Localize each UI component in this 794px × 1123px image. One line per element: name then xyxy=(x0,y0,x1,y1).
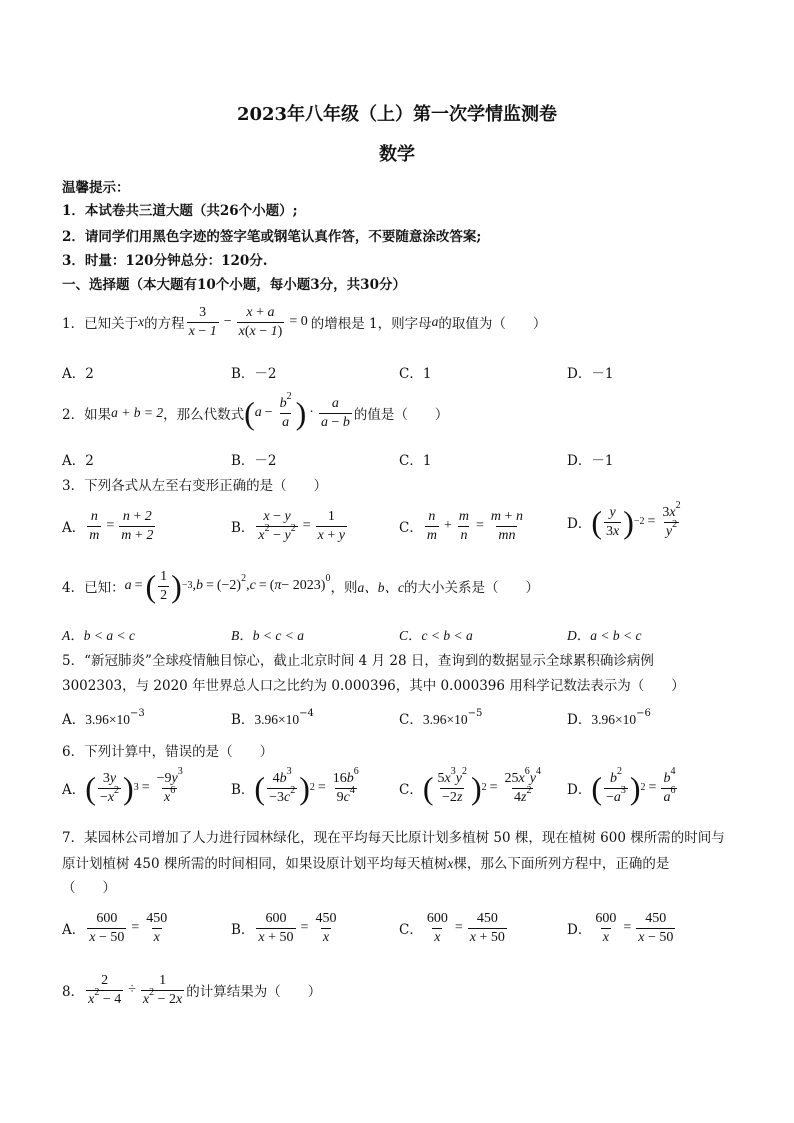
q1-option-c[interactable]: C．1 xyxy=(399,366,432,382)
tip-item: 2．请同学们用黑色字迹的签字笔或钢笔认真作答，不要随意涂改答案; xyxy=(62,229,482,245)
q4-end: 的大小关系是（ ） xyxy=(403,580,539,596)
q2-prefix: 2．如果 xyxy=(62,407,112,423)
q1-end: 的取值为（ ） xyxy=(438,316,547,332)
question-8 xyxy=(62,972,321,1008)
q7-option-d[interactable]: D． $\frac{600}{x}$ = $\frac{450}{x - 50}$ xyxy=(567,911,674,945)
q4-option-b[interactable]: B．b < c < a xyxy=(231,628,304,643)
q2-expression: ( a − $\frac{b^2}{a}$ ) · $\frac{a}{a - b}$ xyxy=(244,391,350,431)
q2-condition: a + b = 2 xyxy=(111,405,164,420)
subject-title: 数学 xyxy=(379,144,415,165)
q6-option-b[interactable]: B． ( $\frac{4b^3}{-3c^2}$ ) 2 = $\frac{16b^6}{9c^4}$ xyxy=(231,766,359,806)
q2-option-c[interactable]: C．1 xyxy=(399,453,432,469)
q3-option-a[interactable]: A． $\frac{n}{m}$ = $\frac{n + 2}{m + 2}$ xyxy=(62,509,154,543)
q7-option-a[interactable]: A． $\frac{600}{x - 50}$ = $\frac{450}{x}$ xyxy=(62,911,168,945)
q5-option-a[interactable] xyxy=(62,708,145,728)
q4-option-c[interactable]: C．c < b < a xyxy=(399,628,473,643)
q5-mantissa: 3.96×10 xyxy=(254,712,300,727)
q7-label-a: A． xyxy=(62,922,86,938)
q3-label-b: B． xyxy=(231,520,255,536)
tip-item: 3．时量：120分钟总分：120分. xyxy=(62,253,268,269)
q7-line2-text: 原计划植树 450 棵所需的时间相同，如果设原计划平均每天植树 xyxy=(62,856,448,872)
q7-option-c[interactable]: C． $\frac{600}{x}$ = $\frac{450}{x + 50}$ xyxy=(399,911,505,945)
page-title: 2023年八年级（上）第一次学情监测卷 xyxy=(236,104,558,125)
q1-var2: a xyxy=(431,314,439,329)
q5-label-d: D． xyxy=(567,712,592,728)
q6-option-d[interactable]: D． ( $\frac{b^2}{-a^3}$ ) 2 = $\frac{b^4}{a^6}$ xyxy=(567,766,676,806)
q1-mid: 的方程 xyxy=(144,316,185,332)
q6-option-c[interactable]: C． ( $\frac{5x^3y^2}{-2z}$ ) 2 = $\frac{25x^6y^4}{4z^2}$ xyxy=(399,766,541,806)
q4-vars: a、b、c xyxy=(357,580,404,595)
q5-exponent: −3 xyxy=(130,708,145,719)
q6-label-b: B． xyxy=(231,782,255,798)
q4-prefix: 4．已知： xyxy=(62,580,125,596)
q5-option-d[interactable] xyxy=(567,708,651,728)
q4-option-a[interactable]: A．b < a < c xyxy=(62,628,135,643)
q3-option-c[interactable]: C． $\frac{n}{m}$ + $\frac{m}{n}$ = $\frac{m + n}{mn}$ xyxy=(399,509,523,543)
q7-label-c: C． xyxy=(399,922,423,938)
q5-label-b: B． xyxy=(231,712,255,728)
q2-option-d[interactable]: D．－1 xyxy=(567,453,614,469)
q3-label-c: C． xyxy=(399,520,423,536)
q5-exponent: −6 xyxy=(636,708,651,719)
q4-expression: a = ( $\frac{1}{2}$ ) −3 , b = $(-2)^2$, c = ( π − 2023)$^0$ xyxy=(124,568,331,604)
q3-option-b[interactable]: B． $\frac{x - y}{x^2 - y^2}$ = $\frac{1}{x + y}$ xyxy=(231,509,346,543)
question-6: 6．下列计算中，错误的是（ ） xyxy=(62,744,274,760)
question-5-line-2: 3002303，与 2020 年世界总人口之比约为 0.000396，其中 0.000396 用科学记数法表示为（ ） xyxy=(62,678,685,694)
q8-prefix: 8． xyxy=(62,984,85,1000)
q5-option-b[interactable] xyxy=(231,708,314,728)
q7-label-d: D． xyxy=(567,922,592,938)
q7-line2b-text: 棵，那么下面所列方程中，正确的是 xyxy=(453,856,670,872)
q2-suffix: 的值是（ ） xyxy=(353,407,449,423)
q1-prefix: 1．已知关于 xyxy=(62,316,139,332)
question-1 xyxy=(62,304,546,340)
q7-option-b[interactable]: B． $\frac{600}{x + 50}$ = $\frac{450}{x}$ xyxy=(231,911,337,945)
q4-suffix: ，则 xyxy=(330,580,358,596)
q5-option-c[interactable] xyxy=(399,708,482,728)
q5-exponent: −5 xyxy=(467,708,483,719)
q5-mantissa: 3.96×10 xyxy=(85,712,130,727)
q4-option-d[interactable]: D．a < b < c xyxy=(567,628,642,643)
tips-heading: 温馨提示： xyxy=(62,180,130,196)
q8-suffix: 的计算结果为（ ） xyxy=(186,984,322,1000)
question-7-line-1: 7．某园林公司增加了人力进行园林绿化，现在平均每天比原计划多植树 50 棵，现在植树 600 棵所需的时间与 xyxy=(62,830,725,846)
q5-mantissa: 3.96×10 xyxy=(422,712,468,727)
question-7-line-2 xyxy=(62,852,669,872)
q6-option-a[interactable]: A． ( $\frac{3y}{-x^2}$ ) 3 = $\frac{-9y^3}{x^6}$ xyxy=(62,766,183,806)
q5-exponent: −4 xyxy=(299,708,314,719)
q1-suffix: 的增根是 1，则字母 xyxy=(310,316,432,332)
q5-mantissa: 3.96×10 xyxy=(591,712,637,727)
question-5-line-1: 5．“新冠肺炎”全球疫情触目惊心，截止北京时间 4 月 28 日，查询到的数据显示全球累积确诊病例 xyxy=(62,653,654,669)
q7-var: x xyxy=(447,856,454,871)
question-4 xyxy=(62,568,539,604)
q1-option-a[interactable]: A．2 xyxy=(62,366,94,382)
q2-option-b[interactable]: B．－2 xyxy=(231,453,277,469)
question-3: 3．下列各式从左至右变形正确的是（ ） xyxy=(62,478,328,494)
q6-label-c: C． xyxy=(399,782,423,798)
section-heading: 一、选择题（本大题有10个小题，每小题3分，共30分） xyxy=(62,277,406,293)
q1-option-d[interactable]: D．－1 xyxy=(567,366,614,382)
question-2 xyxy=(62,391,449,431)
q3-option-d[interactable]: D． ( $\frac{y}{3x}$ ) −2 = $\frac{3x^2}{y^2}$ xyxy=(567,500,681,540)
q1-equation: $\frac{3}{x - 1}$ − $\frac{x + a}{x(x - 1)}$ = 0 xyxy=(188,305,308,339)
q2-mid: ，那么代数式 xyxy=(163,407,245,423)
q1-var: x xyxy=(138,314,145,329)
q6-label-a: A． xyxy=(62,782,86,798)
q6-label-d: D． xyxy=(567,782,592,798)
tip-item: 1．本试卷共三道大题（共26个小题）; xyxy=(62,203,298,219)
q5-label-a: A． xyxy=(62,712,86,728)
question-7-line-3: （ ） xyxy=(62,880,116,896)
q2-option-a[interactable]: A．2 xyxy=(62,453,94,469)
q3-label-d: D． xyxy=(567,516,592,532)
q8-expression: $\frac{2}{x^2 - 4}$ ÷ $\frac{1}{x^2 - 2x}$ xyxy=(88,973,183,1007)
q1-option-b[interactable]: B．－2 xyxy=(231,366,277,382)
q7-label-b: B． xyxy=(231,922,255,938)
q5-label-c: C． xyxy=(399,712,423,728)
q3-label-a: A． xyxy=(62,520,86,536)
